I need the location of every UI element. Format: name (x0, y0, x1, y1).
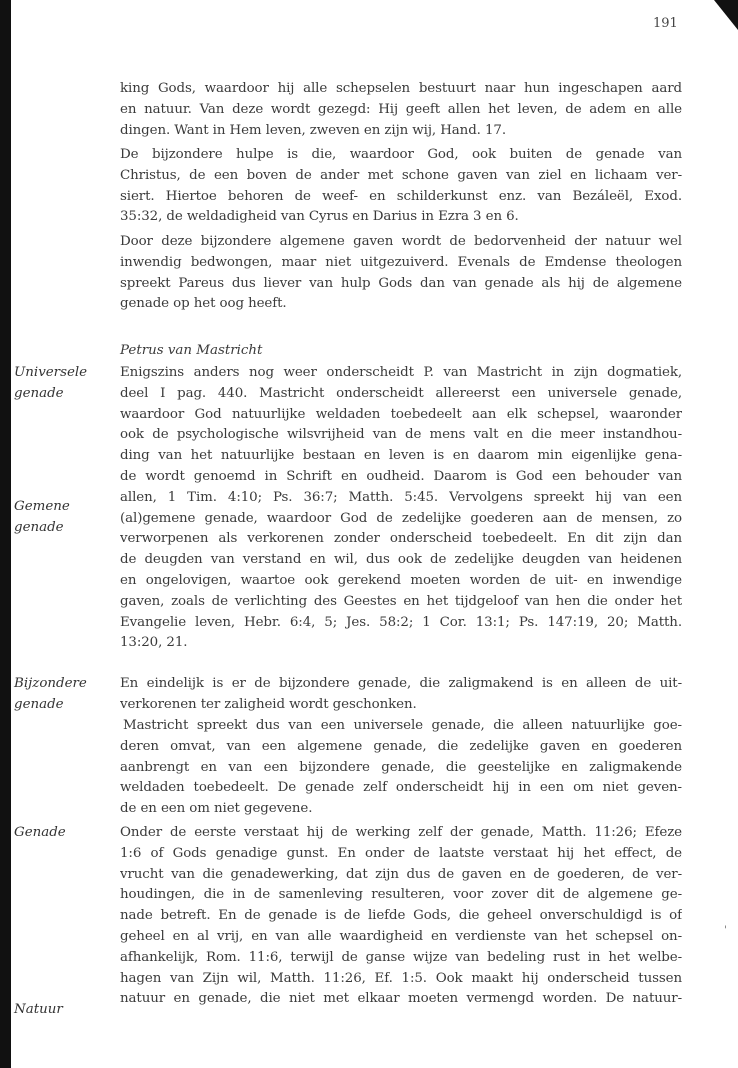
text-line: afhankelijk, Rom. 11:6, terwijl de ganse wijze van bedeling rust in het welbe- (120, 949, 682, 965)
text-line: verkorenen ter zaligheid wordt geschonken. (120, 696, 417, 712)
margin-note-line: Bijzondere (14, 676, 87, 691)
text-line: dingen. Want in Hem leven, zweven en zijn wij, Hand. 17. (120, 122, 506, 138)
margin-note-universele-genade (14, 363, 114, 405)
margin-note-line: Universele (14, 365, 88, 380)
page-edge-bar (0, 0, 11, 1068)
text-line: vrucht van die genadewerking, dat zijn dus de gaven en de goederen, de ver- (120, 866, 682, 882)
text-line: En eindelijk is er de bijzondere genade, die zaligmakend is en alleen de uit- (120, 676, 682, 691)
text-line: Enigszins anders nog weer onderscheidt P. van Mastricht in zijn dogmatiek, (120, 365, 682, 380)
text-line: ding van het natuurlijke bestaan en leven is en daarom min eigenlijke gena- (120, 448, 682, 464)
text-line: en natuur. Van deze wordt gezegd: Hij geeft allen het leven, de adem en alle (120, 101, 682, 117)
text-line: siert. Hiertoe behoren de weef- en schilderkunst enz. van Bezáleël, Exod. (120, 188, 682, 204)
text-line: aanbrengt en van een bijzondere genade, die geestelijke en zaligmakende (120, 759, 682, 775)
margin-note-line: genade (14, 385, 64, 401)
text-line: ook de psychologische wilsvrijheid van de mens valt en die meer instandhou- (120, 427, 682, 443)
paragraph-4 (120, 363, 682, 654)
text-line: en ongelovigen, waartoe ook gerekend moeten worden de uit- en inwendige (120, 572, 682, 588)
text-line: De bijzondere hulpe is die, waardoor God, ook buiten de genade van (120, 147, 682, 162)
margin-note-bijzondere-genade (14, 674, 114, 716)
text-line: 1:6 of Gods genadige gunst. En onder de laatste verstaat hij het effect, de (120, 845, 682, 861)
paragraph-5 (120, 674, 682, 716)
text-line: Mastricht spreekt dus van een universele genade, die alleen natuurlijke goe- (123, 718, 682, 733)
margin-note-line: Natuur (14, 1002, 63, 1017)
paragraph-1 (120, 79, 682, 141)
text-line: geheel en al vrij, en van alle waardigheid en verdienste van het schepsel on- (120, 928, 682, 944)
text-line: natuur en genade, die niet met elkaar moeten vermengd worden. De natuur- (120, 991, 682, 1007)
margin-note-line: Gemene (14, 499, 70, 514)
text-line: de en een om niet gegevene. (120, 801, 313, 817)
text-line: nade betreft. En de genade is de liefde Gods, die geheel onverschuldigd is of (120, 908, 682, 924)
text-line: king Gods, waardoor hij alle schepselen bestuurt naar hun ingeschapen aard (120, 81, 682, 96)
page-corner-mark (714, 0, 738, 30)
margin-note-line: genade (14, 696, 64, 712)
text-line: deren omvat, van een algemene genade, die zedelijke gaven en goederen (120, 738, 682, 754)
section-heading: Petrus van Mastricht (120, 343, 263, 358)
margin-note-natuur (14, 1000, 114, 1021)
paragraph-2 (120, 145, 682, 228)
text-line: weldaden toebedeelt. De genade zelf onderscheidt hij in een om niet geven- (120, 780, 682, 796)
text-line: de wordt genoemd in Schrift en oudheid. Daarom is God een behouder van (120, 468, 682, 484)
text-line: houdingen, die in de samenleving resulteren, voor zover dit de algemene ge- (120, 887, 682, 903)
text-line: Door deze bijzondere algemene gaven wordt de bedorvenheid der natuur wel (120, 234, 682, 249)
text-line: waardoor God natuurlijke weldaden toebedeelt aan elk schepsel, waaronder (120, 406, 682, 422)
text-line: genade op het oog heeft. (120, 296, 287, 312)
stray-print-mark: ' (724, 925, 727, 936)
margin-note-line: genade (14, 519, 64, 535)
text-line: spreekt Pareus dus liever van hulp Gods dan van genade als hij de algemene (120, 275, 682, 291)
text-line: Evangelie leven, Hebr. 6:4, 5; Jes. 58:2; 1 Cor. 13:1; Ps. 147:19, 20; Matth. (120, 614, 682, 630)
margin-note-gemene-genade (14, 497, 114, 539)
page-number: 191 (653, 16, 678, 31)
text-line: de deugden van verstand en wil, dus ook de zedelijke deugden van heidenen (120, 552, 682, 568)
text-line: allen, 1 Tim. 4:10; Ps. 36:7; Matth. 5:45. Vervolgens spreekt hij van een (120, 489, 682, 505)
margin-note-genade (14, 823, 114, 844)
text-line: 13:20, 21. (120, 635, 188, 651)
paragraph-6 (120, 716, 682, 820)
text-line: gaven, zoals de verlichting des Geestes en het tijdgeloof van hen die onder het (120, 593, 682, 609)
text-line: 35:32, de weldadigheid van Cyrus en Darius in Ezra 3 en 6. (120, 209, 519, 225)
text-line: hagen van Zijn wil, Matth. 11:26, Ef. 1:5. Ook maakt hij onderscheid tussen (120, 970, 682, 986)
text-line: inwendig bedwongen, maar niet uitgezuiverd. Evenals de Emdense theologen (120, 254, 682, 270)
text-line: Onder de eerste verstaat hij de werking zelf der genade, Matth. 11:26; Efeze (120, 825, 682, 840)
paragraph-7 (120, 823, 682, 1010)
text-line: (al)gemene genade, waardoor God de zedelijke goederen aan de mensen, zo (120, 510, 682, 526)
paragraph-3 (120, 232, 682, 315)
margin-note-line: Genade (14, 825, 66, 840)
text-line: deel I pag. 440. Mastricht onderscheidt allereerst een universele genade, (120, 385, 682, 401)
text-line: Christus, de een boven de ander met schone gaven van ziel en lichaam ver- (120, 167, 682, 183)
text-line: verworpenen als verkorenen zonder onderscheid toebedeelt. En dit zijn dan (120, 531, 682, 547)
